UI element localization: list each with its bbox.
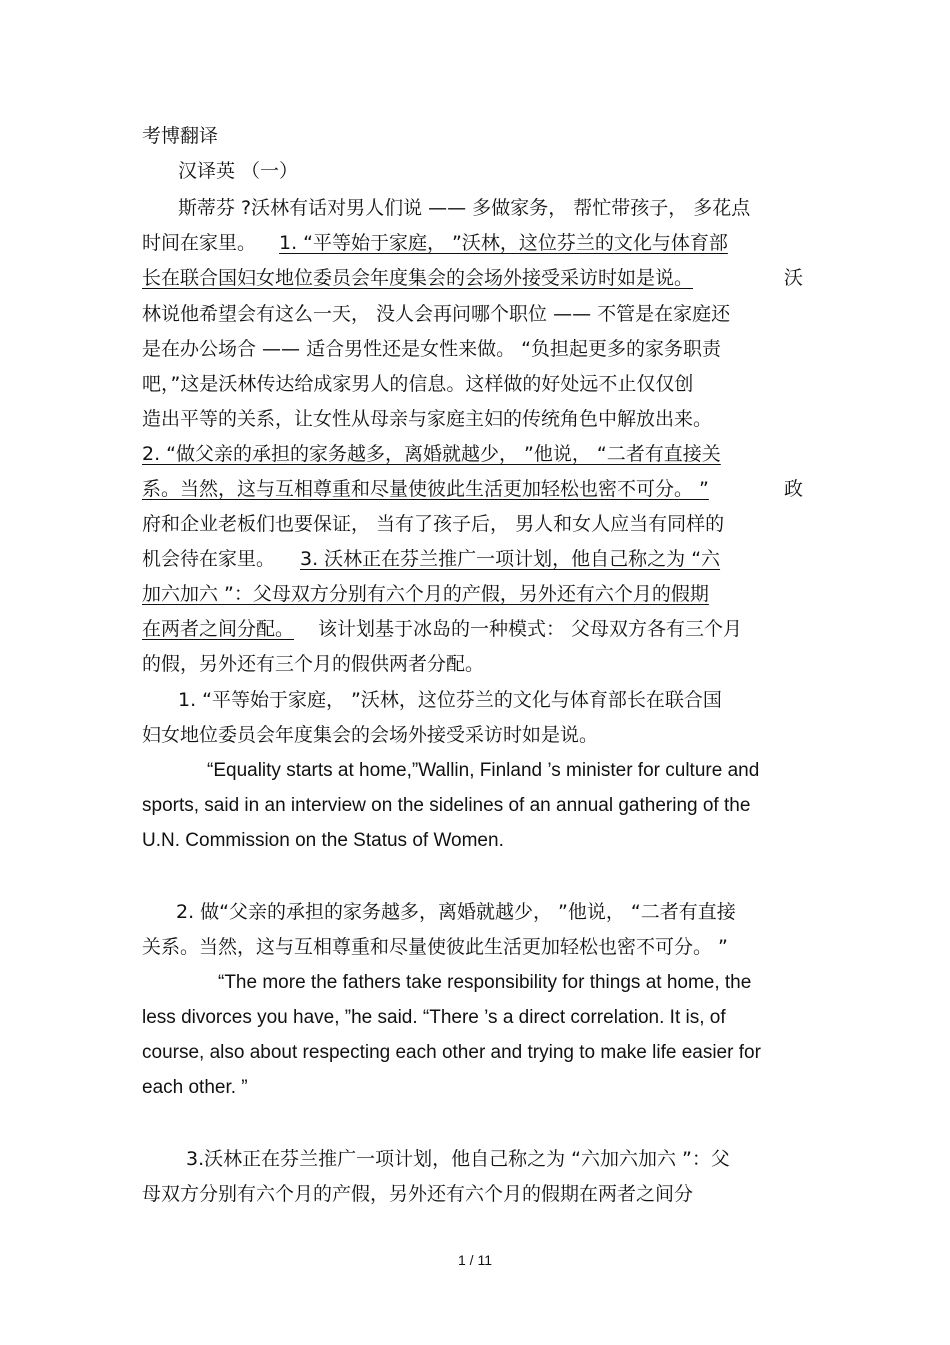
item-2-en-line: course, also about respecting each other and trying to make life easier for: [142, 1042, 761, 1063]
passage-line: 该计划基于冰岛的一种模式： 父母双方各有三个月: [318, 618, 743, 640]
item-2-zh-line: 关系。当然，这与互相尊重和尽量使彼此生活更加轻松也密不可分。 ”: [142, 936, 728, 958]
passage-line: 吧，”这是沃林传达给成家男人的信息。这样做的好处远不止仅仅创: [142, 373, 694, 395]
passage-sentence-3-end: 在两者之间分配。: [142, 618, 295, 640]
passage-sentence-1-cont: 长在联合国妇女地位委员会年度集会的会场外接受采访时如是说。: [142, 267, 694, 289]
document-title: 考博翻译: [142, 125, 219, 147]
item-1-zh-line: 1. “平等始于家庭， ”沃林，这位芬兰的文化与体育部长在联合国: [178, 689, 722, 711]
passage-line: 林说他希望会有这么一天， 没人会再问哪个职位 —— 不管是在家庭还: [142, 303, 731, 325]
item-3-zh-line: 3.沃林正在芬兰推广一项计划，他自己称之为 “六加六加六 ”：父: [186, 1148, 730, 1170]
passage-line: 府和企业老板们也要保证， 当有了孩子后， 男人和女人应当有同样的: [142, 513, 725, 535]
item-3-zh-line: 母双方分别有六个月的产假，另外还有六个月的假期在两者之间分: [142, 1183, 694, 1205]
item-1-en-line: U.N. Commission on the Status of Women.: [142, 830, 504, 851]
item-2-en-line: “The more the fathers take responsibility for things at home, the: [218, 972, 752, 993]
passage-line: 时间在家里。: [142, 232, 257, 254]
item-2-en-line: less divorces you have, ”he said. “There ’s a direct correlation. It is, of: [142, 1007, 726, 1028]
passage-sentence-3-cont: 加六加六 ”：父母双方分别有六个月的产假，另外还有六个月的假期: [142, 583, 709, 605]
passage-line: 斯蒂芬 ?沃林有话对男人们说 —— 多做家务， 帮忙带孩子， 多花点: [178, 197, 751, 219]
page-number: 1 / 11: [458, 1252, 492, 1268]
item-2-zh-line: 2. 做“父亲的承担的家务越多，离婚就越少， ”他说， “二者有直接: [176, 901, 736, 923]
passage-sentence-3: 3. 沃林正在芬兰推广一项计划，他自己称之为 “六: [300, 548, 721, 570]
passage-line: 沃: [784, 267, 804, 289]
passage-line: 机会待在家里。: [142, 548, 276, 570]
item-1-zh-line: 妇女地位委员会年度集会的会场外接受采访时如是说。: [142, 724, 599, 746]
section-heading: 汉译英 （一）: [178, 160, 299, 182]
item-2-en-line: each other. ”: [142, 1077, 248, 1098]
passage-sentence-2: 2. “做父亲的承担的家务越多，离婚就越少， ”他说， “二者有直接关: [142, 443, 721, 465]
passage-line: 政: [784, 478, 804, 500]
item-1-en-line: “Equality starts at home,”Wallin, Finland ’s minister for culture and: [207, 760, 760, 781]
passage-line: 造出平等的关系，让女性从母亲与家庭主妇的传统角色中解放出来。: [142, 408, 713, 430]
passage-sentence-2-cont: 系。当然，这与互相尊重和尽量使彼此生活更加轻松也密不可分。 ”: [142, 478, 709, 500]
passage-sentence-1: 1. “平等始于家庭， ”沃林，这位芬兰的文化与体育部: [279, 232, 728, 254]
passage-line: 是在办公场合 —— 适合男性还是女性来做。 “负担起更多的家务职责: [142, 338, 721, 360]
item-1-en-line: sports, said in an interview on the sidelines of an annual gathering of the: [142, 795, 751, 816]
passage-line: 的假，另外还有三个月的假供两者分配。: [142, 653, 485, 675]
